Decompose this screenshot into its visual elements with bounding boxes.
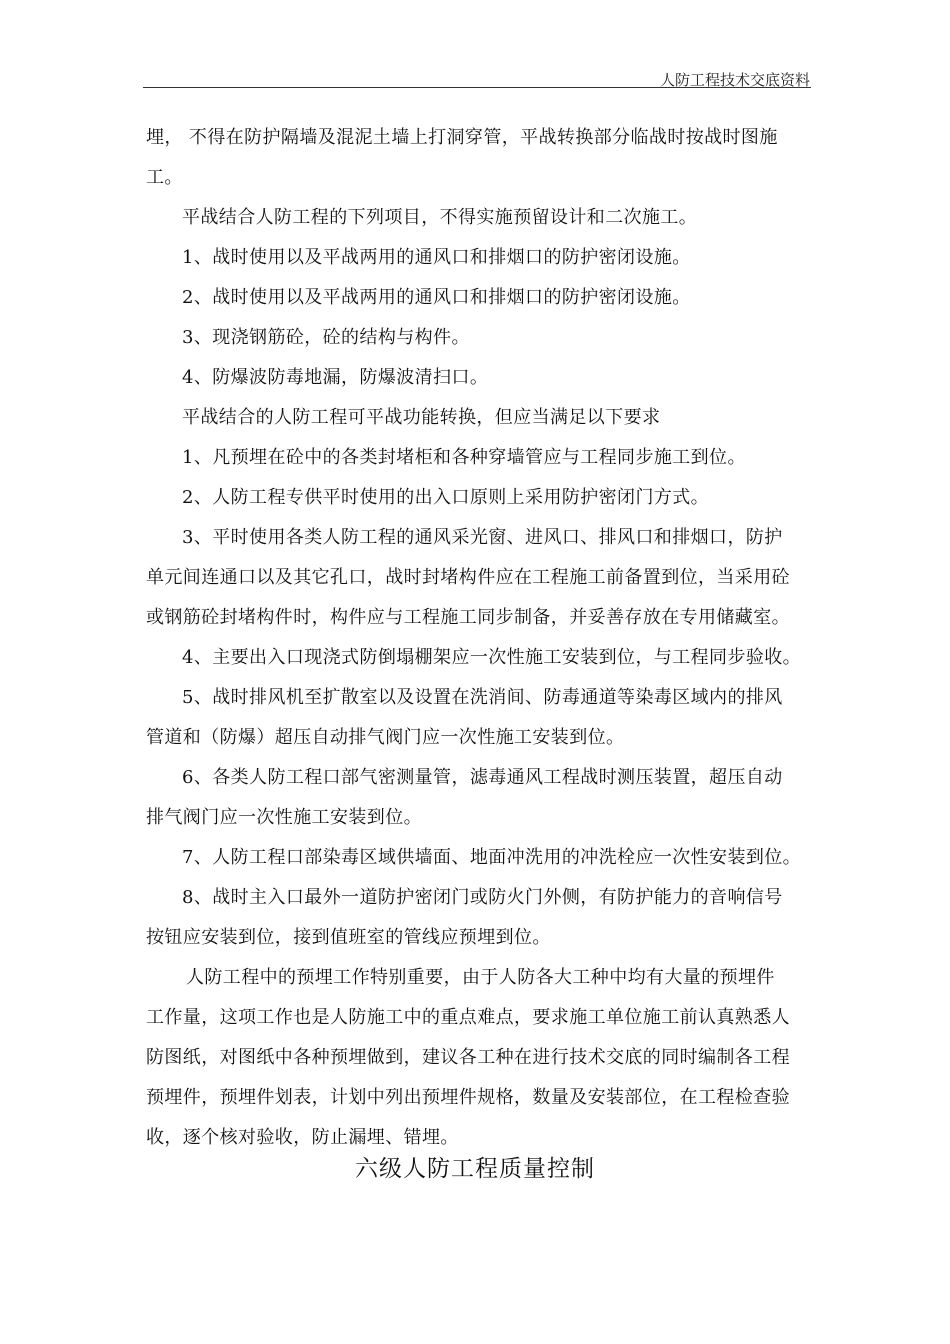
- text-line: 2、战时使用以及平战两用的通风口和排烟口的防护密闭设施。: [182, 287, 691, 308]
- list-item-2: [146, 278, 814, 318]
- text-line: 5、战时排风机至扩散室以及设置在洗消间、防毒通道等染毒区域内的排风: [182, 687, 783, 708]
- text-line: 4、防爆波防毒地漏，防爆波清扫口。: [182, 367, 489, 388]
- text-line: 3、现浇钢筋砼，砼的结构与构件。: [182, 327, 470, 348]
- text-line: 平战结合人防工程的下列项目，不得实施预留设计和二次施工。: [182, 207, 698, 228]
- text-line: 4、主要出入口现浇式防倒塌棚架应一次性施工安装到位，与工程同步验收。: [182, 647, 802, 668]
- text-line: 2、人防工程专供平时使用的出入口原则上采用防护密闭门方式。: [182, 487, 710, 508]
- text-line: 人防工程中的预埋工作特别重要，由于人防各大工种中均有大量的预埋件: [186, 967, 775, 988]
- text-line: 管道和（防爆）超压自动排气阀门应一次性施工安装到位。: [146, 727, 625, 748]
- text-line: 工。: [146, 167, 183, 188]
- text-line: 6、各类人防工程口部气密测量管，滤毒通风工程战时测压装置，超压自动: [182, 767, 783, 788]
- text-line: 7、人防工程口部染毒区域供墙面、地面冲洗用的冲洗栓应一次性安装到位。: [182, 847, 802, 868]
- text-line: 工作量，这项工作也是人防施工中的重点难点，要求施工单位施工前认真熟悉人: [146, 1007, 790, 1028]
- requirement-8: [146, 878, 814, 958]
- list-item-4: [146, 358, 814, 398]
- text-line: 埋， 不得在防护隔墙及混泥土墙上打洞穿管，平战转换部分临战时按战时图施: [146, 127, 778, 148]
- text-line: 排气阀门应一次性施工安装到位。: [146, 807, 422, 828]
- paragraph-1: [146, 118, 814, 198]
- paragraph-2: [146, 198, 814, 238]
- paragraph-embedded-work: [146, 958, 814, 1158]
- text-line: 按钮应安装到位，接到值班室的管线应预埋到位。: [146, 927, 551, 948]
- requirement-2: [146, 478, 814, 518]
- paragraph-3: [146, 398, 814, 438]
- text-line: 平战结合的人防工程可平战功能转换，但应当满足以下要求: [182, 407, 661, 428]
- requirement-4: [146, 638, 814, 678]
- text-line: 8、战时主入口最外一道防护密闭门或防火门外侧，有防护能力的音响信号: [182, 887, 783, 908]
- text-line: 收，逐个核对验收，防止漏埋、错埋。: [146, 1127, 459, 1148]
- text-line: 1、战时使用以及平战两用的通风口和排烟口的防护密闭设施。: [182, 247, 691, 268]
- text-line: 3、平时使用各类人防工程的通风采光窗、进风口、排风口和排烟口，防护: [182, 527, 783, 548]
- text-line: 防图纸，对图纸中各种预埋做到，建议各工种在进行技术交底的同时编制各工程: [146, 1047, 790, 1068]
- text-line: 或钢筋砼封堵构件时，构件应与工程施工同步制备，并妥善存放在专用储藏室。: [146, 607, 790, 628]
- header-title: 人防工程技术交底资料: [659, 71, 810, 89]
- text-line: 预埋件，预埋件划表，计划中列出预埋件规格，数量及安装部位，在工程检查验: [146, 1087, 790, 1108]
- requirement-7: [146, 838, 814, 878]
- list-item-3: [146, 318, 814, 358]
- requirement-3: [146, 518, 814, 638]
- header-divider: [143, 87, 811, 88]
- requirement-6: [146, 758, 814, 838]
- section-title: 六级人防工程质量控制: [355, 1156, 595, 1182]
- requirement-1: [146, 438, 814, 478]
- text-line: 1、凡预埋在砼中的各类封堵柜和各种穿墙管应与工程同步施工到位。: [182, 447, 746, 468]
- text-line: 单元间连通口以及其它孔口，战时封堵构件应在工程施工前备置到位，当采用砼: [146, 567, 790, 588]
- list-item-1: [146, 238, 814, 278]
- requirement-5: [146, 678, 814, 758]
